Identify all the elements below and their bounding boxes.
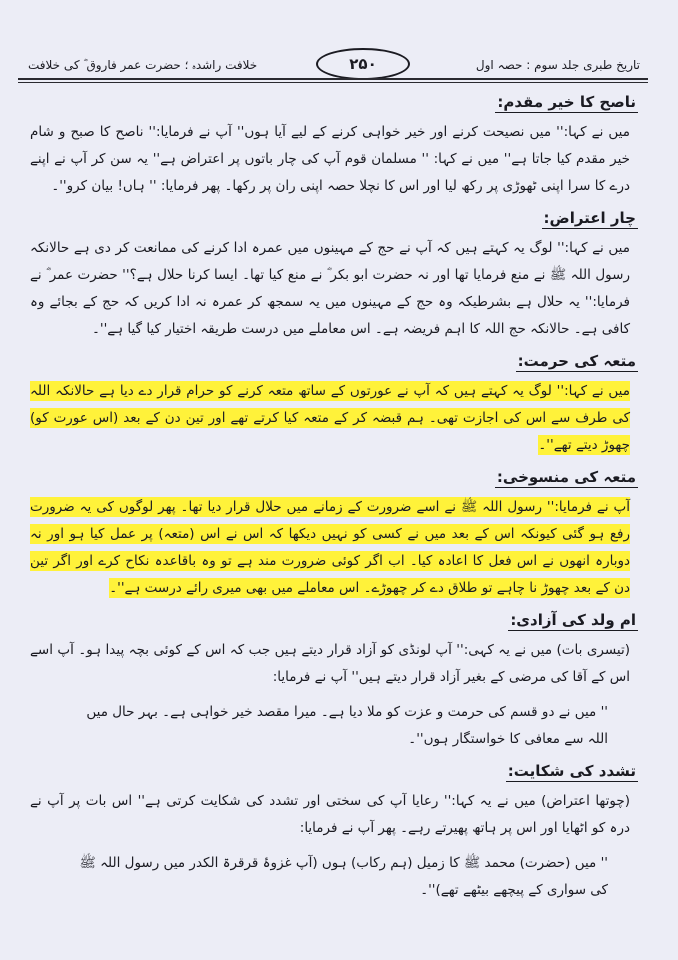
section-heading: متعہ کی حرمت: [517,352,636,370]
paragraph: (تیسری بات) میں نے یہ کہی:'' آپ لونڈی کو آزاد قرار دیتے ہیں جب کہ اس کے کوئی بچہ پیدا ہو۔ آپ اسے اس کے آقا کی مرضی کے بغیر آزاد قرار دیتے ہیں'' آپ نے فرمایا: [30,642,630,685]
highlighted-text: آپ نے فرمایا:'' رسول اللہ ﷺ نے اسے ضرورت کے زمانے میں حلال قرار دیا تھا۔ پھر لوگوں کی یہ ضرورت رفع ہو گئی کیونکہ اس کے بعد میں نے کسی کو نہیں دیکھا کہ اس نے اس (متعہ) پر عمل کیا ہو اور نہ دوبارہ انھوں نے اس فعل کا اعادہ کیا۔ اب اگر کوئی ضرورت مند ہے تو وہ باقاعدہ نکاح کرے اور اگر تین دن کے بعد چھوڑ نا چاہے تو طلاق دے کر چھوڑے۔ اس معاملے میں بھی میری رائے درست ہے''۔ [30,499,630,596]
section-muta-hurmat [30,351,636,459]
section-heading: چار اعتراض: [543,209,636,227]
paragraph: میں نے کہا:'' لوگ یہ کہتے ہیں کہ آپ نے حج کے مہینوں میں عمرہ ادا کرنے کی ممانعت کر دی ہے حالانکہ رسول اللہ ﷺ نے منع فرمایا تھا اور نہ حضرت ابو بکر ؓ نے منع کیا تھا۔ ایسا کرنا حلال ہے؟'' حضرت عمر ؓ نے فرمایا:'' یہ حلال ہے بشرطیکہ وہ حج کے مہینوں میں یہ سمجھ کر عمرہ نہ ادا کریں کہ حج کے بجائے وہ کافی ہے۔ حالانکہ حج اللہ کا اہم فریضہ ہے۔ اس معاملے میں درست طریقہ اختیار کیا گیا ہے''۔ [30,240,630,337]
page-number: ۲۵۰ [316,48,410,80]
section-heading: ام ولد کی آزادی: [510,611,636,629]
paragraph-highlighted [30,494,630,602]
section-char-aitraz [30,208,636,343]
highlighted-text: میں نے کہا:'' لوگ یہ کہتے ہیں کہ آپ نے عورتوں کے ساتھ متعہ کرنے کو حرام قرار دے دیا ہے حالانکہ اللہ کی طرف سے اس کی اجازت تھی۔ ہم قبضہ کر کے متعہ کیا کرتے تھے اور تین دن کے بعد (اس عورت کو) چھوڑ دیتے تھے''۔ [30,383,630,453]
section-naseh [30,92,636,200]
paragraph-highlighted [30,378,630,459]
page-body [30,92,636,912]
quote: '' میں (حضرت) محمد ﷺ کا زمیل (ہم رکاب) ہوں (آپ غزوۂ قرقرۃ الکدر میں رسول اللہ ﷺ کی سواری کے پیچھے بیٹھے تھے)''۔ [79,855,608,898]
header-chapter-title: خلافت راشدہ ؛ حضرت عمر فاروق ؓ کی خلافت [28,58,258,72]
paragraph: (چوتھا اعتراض) میں نے یہ کہا:'' رعایا آپ کی سختی اور تشدد کی شکایت کرتی ہے'' اس بات پر آپ نے درہ کو اٹھایا اور اس پر ہاتھ پھیرتے رہے۔ پھر آپ نے فرمایا: [30,793,630,836]
paragraph: میں نے کہا:'' میں نصیحت کرنے اور خیر خواہی کرنے کے لیے آیا ہوں'' آپ نے فرمایا:'' ناصح کا صبح و شام خیر مقدم کیا جاتا ہے'' میں نے کہا: '' مسلمان قوم آپ کی چار باتوں پر اعتراض ہے'' یہ سن کر آپ نے اپنے درے کا سرا اپنی ٹھوڑی پر رکھ لیا اور اس کا نچلا حصہ اپنی ران پر رکھا۔ پھر فرمایا: '' ہاں! بیان کرو''۔ [30,124,630,194]
header-rule-thin [18,82,648,83]
section-muta-mansookhi [30,467,636,602]
header-rule [18,78,648,80]
section-umm-walad [30,610,636,753]
section-heading: تشدد کی شکایت: [507,762,636,780]
section-tashaddud [30,761,636,904]
header-book-title: تاریخ طبری جلد سوم : حصہ اول [475,58,640,72]
section-heading: ناصح کا خیر مقدم: [497,93,636,111]
page-header [18,50,648,82]
section-heading: متعہ کی منسوخی: [496,468,636,486]
quote: '' میں نے دو قسم کی حرمت و عزت کو ملا دیا ہے۔ میرا مقصد خیر خواہی ہے۔ بہر حال میں اللہ سے معافی کا خواستگار ہوں''۔ [86,704,608,747]
